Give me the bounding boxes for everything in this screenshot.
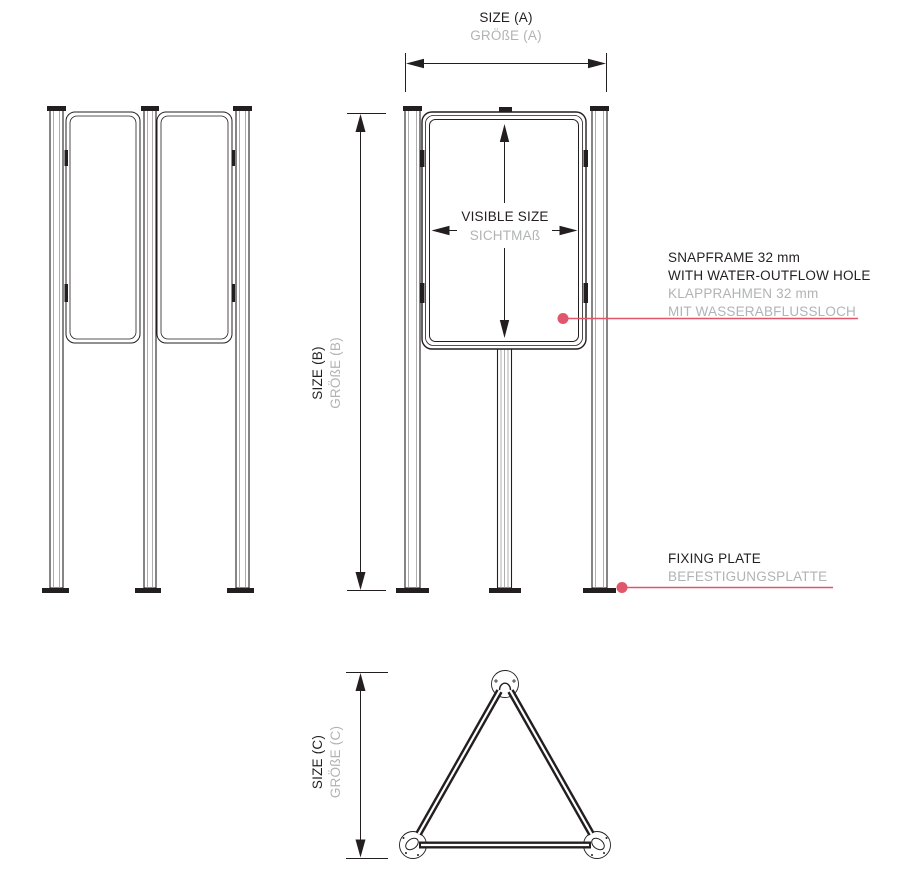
side-view-base-plate [42, 588, 69, 593]
front-view-post-right [592, 108, 607, 588]
size-c-label-de: GRÖßE (C) [328, 725, 343, 799]
size-b-label [308, 294, 346, 452]
snapframe-annotation-de-line1: KLAPPRAHMEN 32 mm [668, 286, 819, 301]
snapframe-annotation-en-line2: WITH WATER-OUTFLOW HOLE [668, 268, 871, 283]
side-view-post-left [50, 108, 63, 588]
fixing-plate [583, 588, 616, 593]
side-view-post-right [236, 108, 249, 588]
size-a-label-en: SIZE (A) [479, 10, 533, 25]
dimension-a-lines [406, 53, 607, 92]
fixing-plate [489, 588, 521, 593]
top-view-drawing [400, 671, 611, 859]
fixing-plate-annotation [668, 550, 827, 585]
size-a-label [406, 9, 606, 44]
screw-holes [403, 679, 608, 856]
size-c-label [308, 683, 346, 841]
post-cap [403, 106, 422, 111]
leader-dot [617, 582, 628, 593]
side-view-frame-1 [66, 112, 140, 343]
side-view-base-plate [135, 588, 161, 593]
visible-size-label [425, 208, 585, 245]
post-cap [141, 106, 159, 111]
fixing-plate-annotation-en: FIXING PLATE [668, 551, 761, 566]
snapframe-annotation-de-line2: MIT WASSERABFLUSSLOCH [668, 304, 856, 319]
top-view-panel-right [511, 691, 592, 834]
size-b-label-de: GRÖßE (B) [328, 337, 343, 409]
snapframe-annotation [668, 249, 871, 321]
frame-clip [65, 284, 69, 302]
fixing-plate-annotation-de: BEFESTIGUNGSPLATTE [668, 568, 828, 584]
front-view-drawing [396, 106, 616, 593]
post-cap [47, 106, 66, 111]
post-cap [233, 106, 252, 111]
top-view-panel-left [419, 691, 500, 834]
frame-clip [232, 284, 236, 302]
size-b-label-en: SIZE (B) [309, 346, 325, 400]
leader-dot [558, 313, 569, 324]
frame-clip [420, 150, 425, 167]
dimension-b-lines [347, 114, 386, 591]
snapframe-annotation-en-line1: SNAPFRAME 32 mm [668, 250, 801, 265]
frame-clip [584, 283, 589, 303]
frame-clip [232, 150, 236, 166]
post-cap [590, 106, 609, 111]
fixing-plate [396, 588, 429, 593]
side-view-post-middle [144, 108, 156, 588]
side-view-frame-2 [157, 112, 232, 343]
visible-size-label-en: VISIBLE SIZE [461, 209, 549, 224]
frame-clip [584, 150, 589, 167]
frame-clip [420, 283, 425, 303]
visible-size-label-de: SICHTMAß [469, 227, 541, 243]
frame-clip [65, 150, 69, 166]
size-c-label-en: SIZE (C) [309, 734, 325, 790]
dimension-c-lines [346, 673, 388, 859]
side-view-base-plate [227, 588, 254, 593]
side-view-drawing [42, 106, 254, 593]
size-a-label-de: GRÖßE (A) [470, 27, 542, 43]
front-view-post-left [405, 108, 420, 588]
